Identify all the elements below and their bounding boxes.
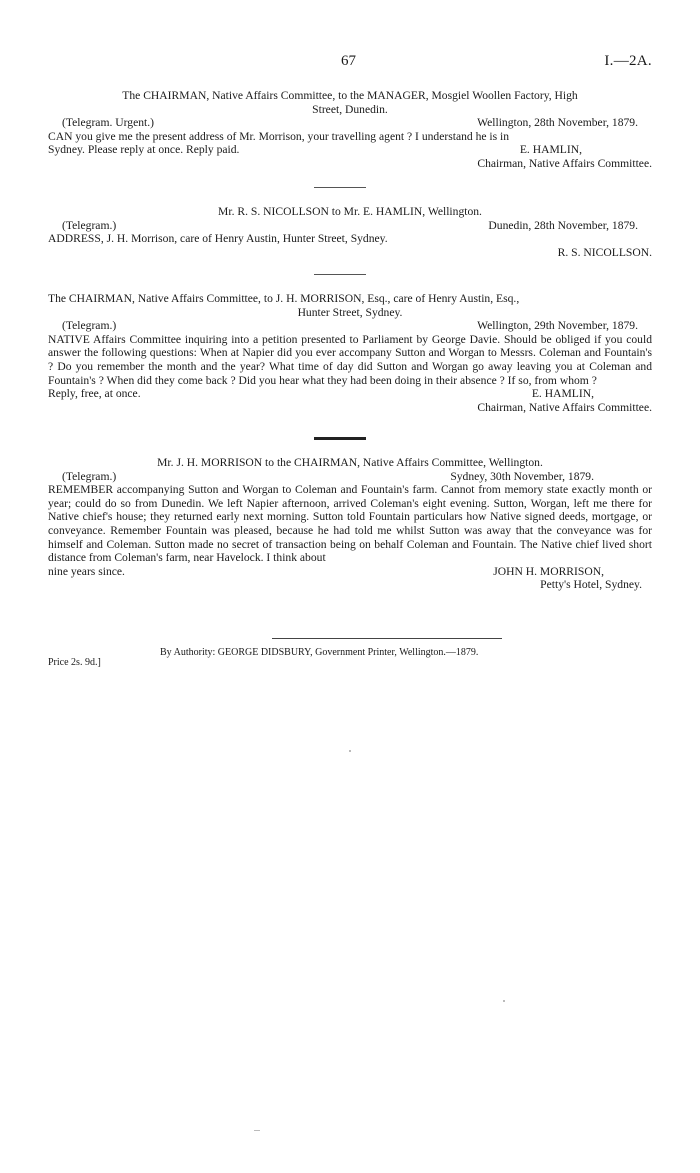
telegram-label: (Telegram.)	[62, 319, 117, 333]
printer-imprint: By Authority: GEORGE DIDSBURY, Government Printer, Wellington.—1879.	[160, 647, 479, 658]
letter-body: NATIVE Affairs Committee inquiring into a petition presented to Parliament by George Davie. Should be obliged if you could answer the following questions: When at Napier did you ever accompany Sutton and Worgan to Messrs. Coleman and Fountain's ? Do you remember the month and the year? What time of day did Sutton and Worgan go away leaving you at Coleman and Fountain's ? When did they come back ? Did you hear what they had been doing in their absence ? If so, from whom ?	[48, 332, 652, 387]
dateline: Sydney, 30th November, 1879.	[450, 469, 594, 483]
signatory: JOHN H. MORRISON,	[493, 564, 604, 578]
document-page	[48, 0, 652, 1173]
page-number: 67	[341, 53, 356, 69]
letter-body: REMEMBER accompanying Sutton and Worgan to Coleman and Fountain's farm. Cannot from memory state exactly month or year; could do so from Dunedin. We left Napier afternoon, arrived Coleman's eight evening. Sutton, Worgan, left me there for Native chief's house; they returned early next morning. Sutton told Fountain particulars how Native signed deeds, mortgage, or conveyance. Remember Fountain was pleased, because he had told me whilst Sutton was away that the conveyance was for himself and Coleman. Sutton made no secret of transaction being on behalf Coleman and Fountain. The Native chief lived short distance from Coleman's farm, near Havelock. I think about	[48, 483, 652, 565]
price-note: Price 2s. 9d.]	[48, 657, 101, 668]
letter-body-cont: Sydney. Please reply at once. Reply paid.	[48, 143, 240, 157]
telegram-chairman-to-morrison	[48, 292, 652, 414]
letter-heading: Mr. J. H. MORRISON to the CHAIRMAN, Native Affairs Committee, Wellington.	[157, 456, 543, 469]
letter-body: ADDRESS, J. H. Morrison, care of Henry Austin, Hunter Street, Sydney.	[48, 232, 388, 246]
telegram-label: (Telegram.)	[62, 469, 117, 483]
letter-body: CAN you give me the present address of Mr. Morrison, your travelling agent ? I understand he is in	[48, 129, 510, 143]
divider	[314, 437, 366, 440]
telegram-label: (Telegram.)	[62, 218, 117, 232]
letter-heading: The CHAIRMAN, Native Affairs Committee, to the MANAGER, Mosgiel Woollen Factory, High	[122, 89, 578, 102]
telegram-nicollson-to-hamlin	[48, 205, 652, 259]
telegram-label: (Telegram. Urgent.)	[62, 116, 155, 130]
paper-reference: I.—2A.	[604, 53, 652, 69]
letter-closing: Reply, free, at once.	[48, 387, 141, 401]
signatory-title: Chairman, Native Affairs Committee.	[477, 400, 652, 414]
letter-heading-cont: Street, Dunedin.	[312, 102, 388, 116]
divider	[314, 187, 366, 188]
dateline: Wellington, 29th November, 1879.	[477, 319, 638, 333]
scan-speck	[503, 1000, 505, 1002]
signatory-address: Petty's Hotel, Sydney.	[540, 578, 642, 592]
dateline: Dunedin, 28th November, 1879.	[488, 218, 638, 232]
footer-rule	[272, 638, 502, 639]
signatory: R. S. NICOLLSON.	[557, 245, 652, 259]
telegram-morrison-to-chairman	[48, 456, 652, 592]
divider	[314, 274, 366, 275]
letter-heading: Mr. R. S. NICOLLSON to Mr. E. HAMLIN, Wellington.	[218, 205, 482, 218]
signatory: E. HAMLIN,	[519, 143, 582, 157]
scan-speck	[254, 1130, 260, 1131]
telegram-chairman-to-manager	[48, 89, 652, 171]
signatory: E. HAMLIN,	[531, 387, 594, 401]
letter-closing: nine years since.	[48, 564, 125, 578]
dateline: Wellington, 28th November, 1879.	[477, 116, 638, 130]
signatory-title: Chairman, Native Affairs Committee.	[477, 156, 652, 170]
letter-heading: The CHAIRMAN, Native Affairs Committee, to J. H. MORRISON, Esq., care of Henry Austin, Esq.,	[48, 292, 520, 305]
letter-heading-cont: Hunter Street, Sydney.	[297, 305, 403, 319]
scan-speck	[349, 750, 351, 752]
